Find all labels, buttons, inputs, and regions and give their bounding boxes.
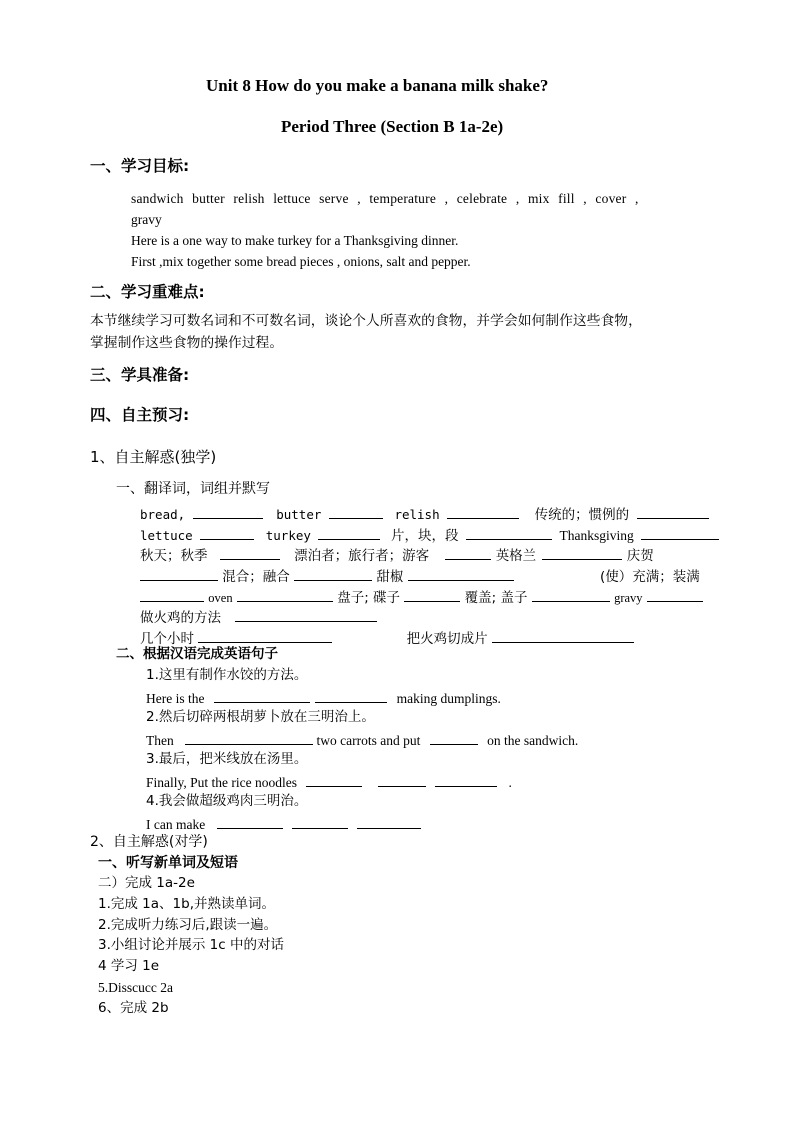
vocab-autumn: 秋天；秋季 <box>140 548 208 564</box>
blank-oven[interactable] <box>237 589 333 602</box>
q3-blank-3[interactable] <box>435 774 497 787</box>
blank-lettuce[interactable] <box>200 527 254 540</box>
blank-traveler[interactable] <box>445 547 491 560</box>
blank-slice[interactable] <box>492 630 634 643</box>
vocab-piece: 片，块，段 <box>390 528 459 544</box>
vocab-bread: bread, <box>140 507 186 522</box>
p2-heading-dictation: 一、听写新单词及短语 <box>98 855 238 871</box>
blank-fill[interactable] <box>140 589 204 602</box>
blank-plate[interactable] <box>404 589 460 602</box>
q4-text-a: I can make <box>146 817 206 832</box>
q3-blank-1[interactable] <box>306 774 362 787</box>
p2-item-4: 4 学习 1e <box>98 958 160 974</box>
q3-text-a: Finally, Put the rice noodles <box>146 775 297 790</box>
q3-english <box>146 774 512 791</box>
vocab-mix: 混合；融合 <box>222 569 290 585</box>
vocab-hours: 几个小时 <box>140 631 194 647</box>
q2-english <box>146 732 578 749</box>
goals-sentence1: Here is a one way to make turkey for a Thanksgiving dinner. <box>131 233 459 248</box>
blank-butter[interactable] <box>329 506 383 519</box>
q3-text-b: . <box>508 775 512 790</box>
goals-vocab-line2: gravy <box>131 212 162 227</box>
part1-title: 1、自主解惑(独学) <box>90 448 217 466</box>
vocab-celebrate: 庆贺 <box>626 548 654 564</box>
goals-vocab-line1: sandwich butter relish lettuce serve , temperature , celebrate , mix fill , cover , <box>131 191 639 206</box>
q2-chinese: 2.然后切碎两根胡萝卜放在三明治上。 <box>146 709 375 725</box>
blank-method[interactable] <box>235 609 377 622</box>
page-subtitle: Period Three (Section B 1a-2e) <box>281 117 504 136</box>
blank-hours[interactable] <box>198 630 332 643</box>
q1-english <box>146 690 501 707</box>
blank-gravy[interactable] <box>647 589 703 602</box>
vocab-row-6 <box>140 606 377 626</box>
section-heading-preview: 四、自主预习: <box>90 406 190 424</box>
vocab-method: 做火鸡的方法 <box>140 610 221 626</box>
blank-relish[interactable] <box>447 506 519 519</box>
keypoints-line2: 掌握制作这些食物的操作过程。 <box>90 335 284 351</box>
blank-england[interactable] <box>542 547 622 560</box>
vocab-england: 英格兰 <box>495 548 537 564</box>
q2-text-b: two carrots and put <box>316 733 421 748</box>
q3-blank-2[interactable] <box>378 774 426 787</box>
sub2-title: 二、根据汉语完成英语句子 <box>116 646 278 662</box>
vocab-butter: butter <box>276 507 322 522</box>
blank-piece[interactable] <box>466 527 552 540</box>
q4-blank-2[interactable] <box>292 816 348 829</box>
blank-mix[interactable] <box>294 568 372 581</box>
vocab-thanksgiving: Thanksgiving <box>559 528 634 543</box>
blank-thanksgiving[interactable] <box>641 527 719 540</box>
vocab-row-1 <box>140 503 709 523</box>
blank-traditional[interactable] <box>637 506 709 519</box>
q1-blank-1[interactable] <box>214 690 310 703</box>
blank-pepper[interactable] <box>408 568 514 581</box>
p2-item-6: 6、完成 2b <box>98 1000 169 1016</box>
q3-chinese: 3.最后，把米线放在汤里。 <box>146 751 308 767</box>
q1-blank-2[interactable] <box>315 690 387 703</box>
p2-item-2: 2.完成听力练习后,跟读一遍。 <box>98 917 278 933</box>
blank-celebrate[interactable] <box>140 568 218 581</box>
vocab-row-4 <box>140 565 700 585</box>
q1-text-b: making dumplings. <box>396 691 501 706</box>
vocab-turkey: turkey <box>265 528 311 543</box>
goals-sentence2: First ,mix together some bread pieces , onions, salt and pepper. <box>131 254 471 269</box>
vocab-fill: (使）充满；装满 <box>599 569 700 585</box>
vocab-row-7 <box>140 627 634 647</box>
q4-blank-3[interactable] <box>357 816 421 829</box>
vocab-gravy: gravy <box>614 591 643 605</box>
q1-text-a: Here is the <box>146 691 205 706</box>
blank-cover[interactable] <box>532 589 610 602</box>
q1-chinese: 1.这里有制作水饺的方法。 <box>146 667 308 683</box>
section-heading-goals: 一、学习目标: <box>90 157 190 175</box>
p2-item-5: 5.Disscucc 2a <box>98 980 173 995</box>
section-heading-keypoints: 二、学习重难点: <box>90 283 205 301</box>
vocab-relish: relish <box>394 507 440 522</box>
vocab-row-2 <box>140 524 719 544</box>
section-heading-tools: 三、学具准备: <box>90 366 190 384</box>
sub1-title: 一、翻译词，词组并默写 <box>116 481 270 497</box>
vocab-row-3 <box>140 544 654 564</box>
q2-text-a: Then <box>146 733 174 748</box>
vocab-traveler: 漂泊者；旅行者；游客 <box>294 548 430 564</box>
q2-blank-2[interactable] <box>430 732 478 745</box>
part2-title: 2、自主解惑(对学) <box>90 834 208 850</box>
vocab-oven: oven <box>208 591 233 605</box>
blank-autumn[interactable] <box>220 547 280 560</box>
page-title: Unit 8 How do you make a banana milk shake? <box>206 76 549 95</box>
p2-item-3: 3.小组讨论并展示 1c 中的对话 <box>98 937 284 953</box>
q4-english <box>146 816 421 833</box>
p2-heading-complete: 二）完成 1a-2e <box>98 875 195 891</box>
keypoints-line1: 本节继续学习可数名词和不可数名词，谈论个人所喜欢的食物，并学会如何制作这些食物， <box>90 313 642 329</box>
q2-blank-1[interactable] <box>185 732 313 745</box>
vocab-pepper: 甜椒 <box>376 569 404 585</box>
vocab-row-5 <box>140 586 703 606</box>
vocab-lettuce: lettuce <box>140 528 193 543</box>
blank-bread[interactable] <box>193 506 263 519</box>
q2-text-c: on the sandwich. <box>487 733 579 748</box>
vocab-cover: 覆盖; 盖子 <box>464 590 528 606</box>
vocab-plate: 盘子; 碟子 <box>337 590 401 606</box>
vocab-slice: 把火鸡切成片 <box>406 631 488 647</box>
blank-turkey[interactable] <box>318 527 380 540</box>
p2-item-1: 1.完成 1a、1b,并熟读单词。 <box>98 896 275 912</box>
q4-blank-1[interactable] <box>217 816 283 829</box>
q4-chinese: 4.我会做超级鸡肉三明治。 <box>146 793 308 809</box>
vocab-traditional: 传统的；惯例的 <box>534 507 630 523</box>
